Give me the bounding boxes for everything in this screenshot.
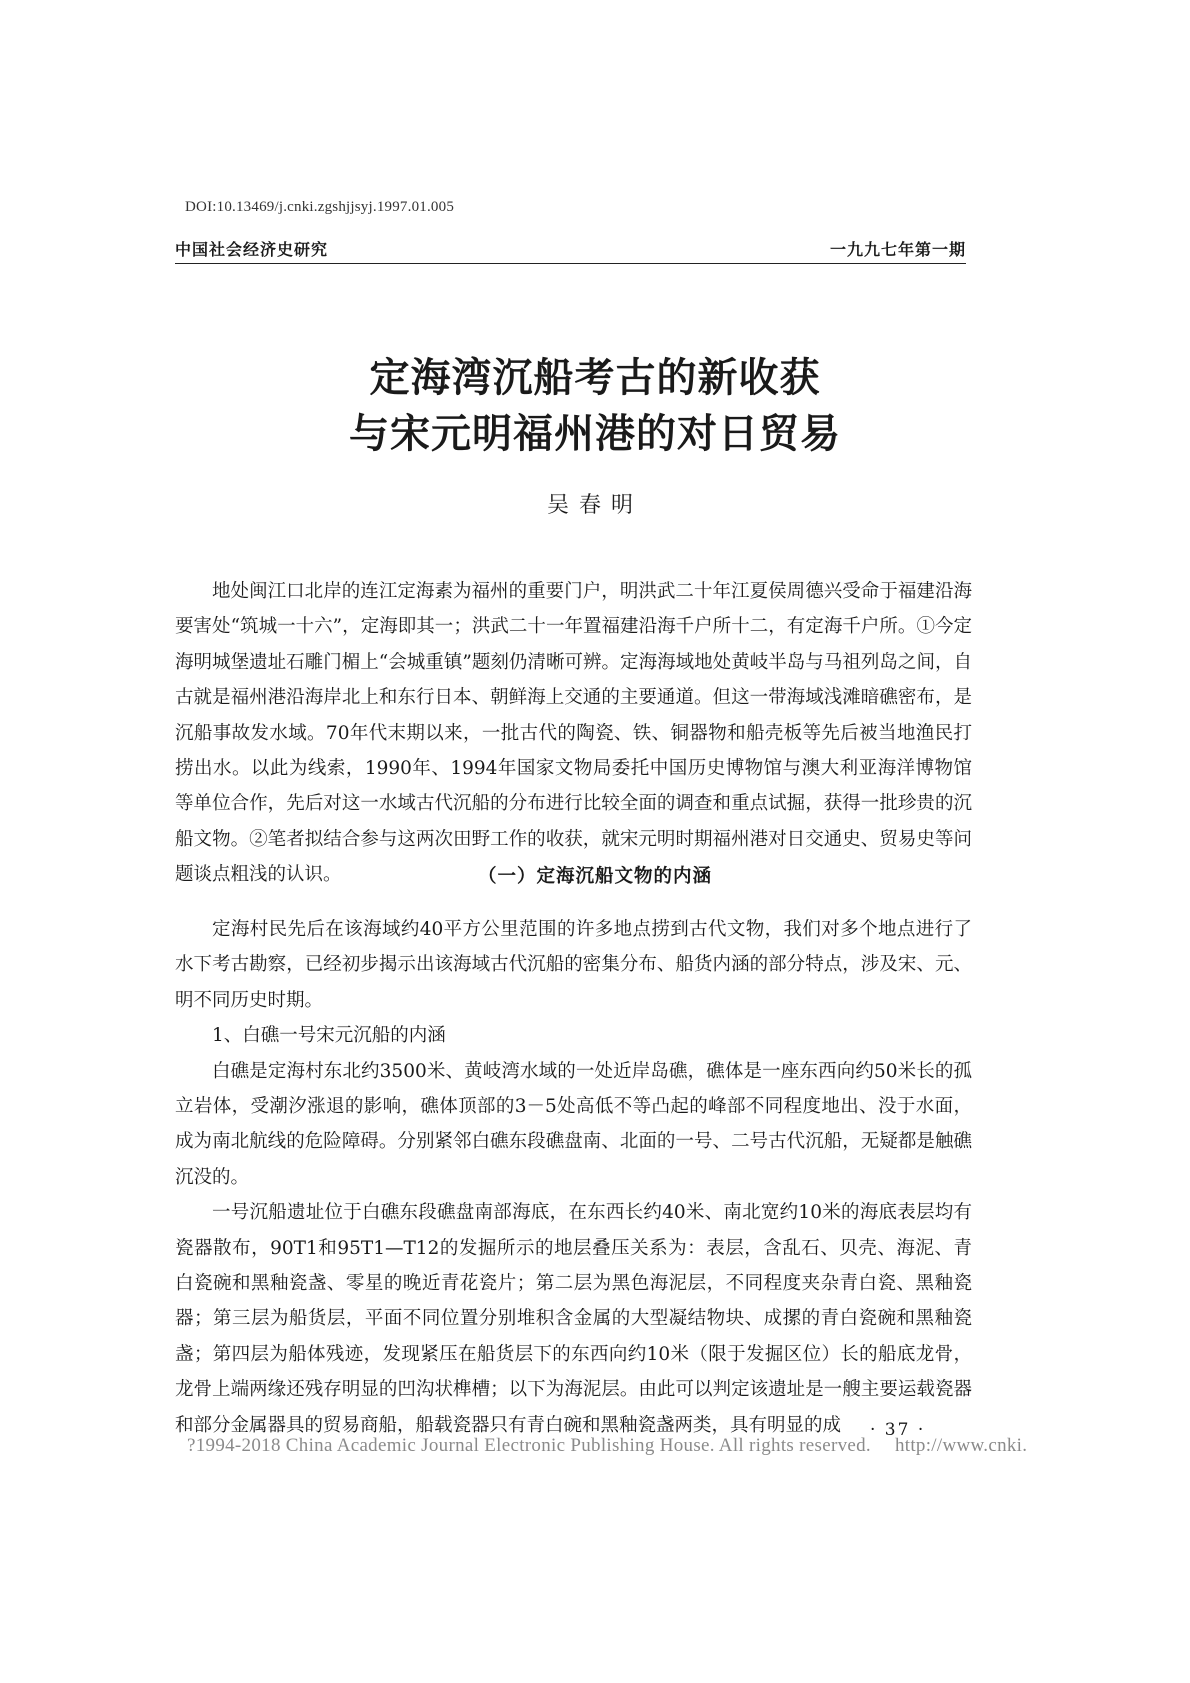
section-paragraph: 一号沉船遗址位于白礁东段礁盘南部海底，在东西长约40米、南北宽约10米的海底表层均有瓷器散布，90T1和95T1—T12的发掘所示的地层叠压关系为：表层，含乱石、贝壳、海泥、青白瓷碗和黑釉瓷盏、零星的晚近青花瓷片；第二层为黑色海泥层，不同程度夹杂青白瓷、黑釉瓷器；第三层为船货层，平面不同位置分别堆积含金属的大型凝结物块、成摞的青白瓷碗和黑釉瓷盏；第四层为船体残迹，发现紧压在船货层下的东西向约10米（限于发掘区位）长的船底龙骨，龙骨上端两缘还残存明显的凹沟状榫槽；以下为海泥层。由此可以判定该遗址是一艘主要运载瓷器和部分金属器具的贸易商船，船载瓷器只有青白碗和黑釉瓷盏两类，具有明显的成	[175, 1202, 972, 1436]
doi-line: DOI:10.13469/j.cnki.zgshjjsyj.1997.01.005	[185, 199, 455, 215]
journal-name: 中国社会经济史研究	[175, 240, 329, 259]
copyright-url: http://www.cnki.	[894, 1435, 1028, 1456]
section-paragraph: 定海村民先后在该海域约40平方公里范围的许多地点捞到古代文物，我们对多个地点进行了水下考古勘察，已经初步揭示出该海域古代沉船的密集分布、船货内涵的部分特点，涉及宋、元、明不同历史时期。	[175, 919, 972, 1011]
article-title	[175, 350, 1015, 462]
issue-label: 一九九七年第一期	[829, 240, 966, 259]
copyright-footer	[187, 1435, 1027, 1457]
title-line-1: 定海湾沉船考古的新收获	[369, 354, 821, 401]
subsection-heading: 1、白礁一号宋元沉船的内涵	[212, 1025, 446, 1047]
section-heading: （一）定海沉船文物的内涵	[477, 866, 712, 887]
author-name: 吴春明	[546, 493, 643, 518]
intro-paragraph: 地处闽江口北岸的连江定海素为福州的重要门户，明洪武二十年江夏侯周德兴受命于福建沿海要害处“筑城一十六”，定海即其一；洪武二十一年置福建沿海千户所十二，有定海千户所。①今定海明城堡遗址石雕门楣上“会城重镇”题刻仍清晰可辨。定海海域地处黄岐半岛与马祖列岛之间，自古就是福州港沿海岸北上和东行日本、朝鲜海上交通的主要通道。但这一带海域浅滩暗礁密布，是沉船事故发水域。70年代末期以来，一批古代的陶瓷、铁、铜器物和船壳板等先后被当地渔民打捞出水。以此为线索，1990年、1994年国家文物局委托中国历史博物馆与澳大利亚海洋博物馆等单位合作，先后对这一水域古代沉船的分布进行比较全面的调查和重点试掘，获得一批珍贵的沉船文物。②笔者拟结合参与这两次田野工作的收获，就宋元明时期福州港对日交通史、贸易史等问题谈点粗浅的认识。	[175, 581, 972, 886]
section-paragraph: 白礁是定海村东北约3500米、黄岐湾水域的一处近岸岛礁，礁体是一座东西向约50米长的孤立岩体，受潮汐涨退的影响，礁体顶部的3－5处高低不等凸起的峰部不同程度地出、没于水面，成为南北航线的危险障碍。分别紧邻白礁东段礁盘南、北面的一号、二号古代沉船，无疑都是触礁沉没的。	[175, 1060, 972, 1188]
intro-section	[175, 574, 972, 893]
title-line-2: 与宋元明福州港的对日贸易	[349, 410, 841, 457]
running-header	[175, 235, 966, 264]
section-body	[175, 912, 972, 1443]
page-number: · 37 ·	[870, 1420, 926, 1440]
copyright-text: ?1994-2018 China Academic Journal Electronic Publishing House. All rights reserved.	[187, 1435, 871, 1456]
